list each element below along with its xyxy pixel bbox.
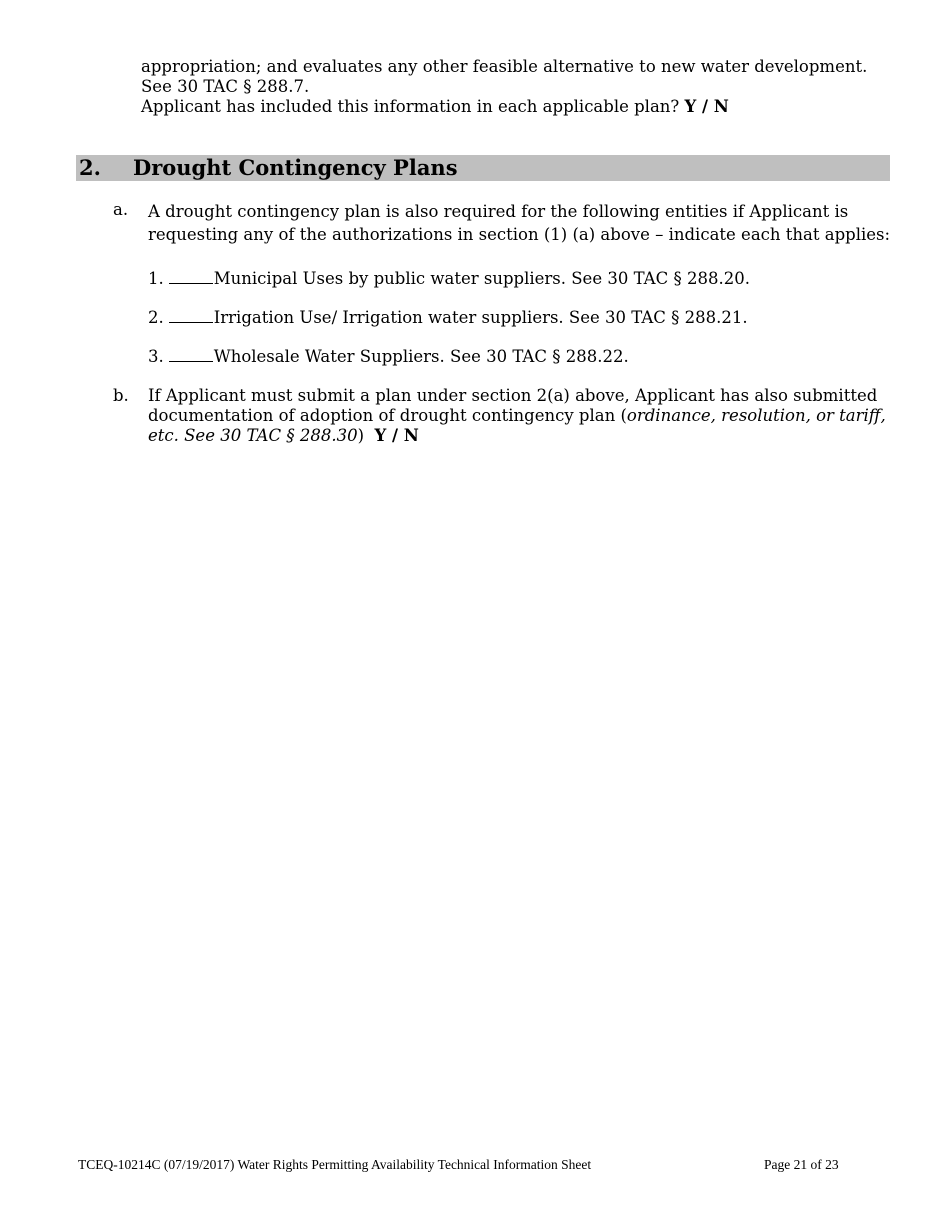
footer-page-number: Page 21 of 23 (764, 1157, 839, 1172)
item-b-line-2-plain: documentation of adoption of drought contingency plan ( (148, 406, 627, 425)
carryover-line-2: See 30 TAC § 288.7. (141, 77, 310, 96)
footer-form-id: TCEQ-10214C (07/19/2017) Water Rights Permitting Availability Technical Information Sheet (78, 1157, 592, 1172)
section-title: Drought Contingency Plans (133, 155, 458, 180)
item-b-line-2 (148, 406, 893, 426)
carryover-question: Applicant has included this information in each applicable plan? (141, 97, 680, 116)
option-number: 2. (148, 308, 164, 327)
carryover-line-3 (141, 97, 881, 117)
option-label: Wholesale Water Suppliers. See 30 TAC § 288.22. (213, 347, 629, 366)
option-row (148, 268, 750, 289)
option-label: Municipal Uses by public water suppliers. See 30 TAC § 288.20. (213, 269, 750, 288)
option-row (148, 346, 629, 367)
yes-no-choice[interactable]: Y / N (684, 97, 729, 116)
item-b-text (148, 386, 893, 446)
option-row (148, 307, 748, 328)
item-b-line-3-close: ) (357, 426, 364, 445)
item-b-letter: b. (113, 386, 129, 405)
option-blank-field[interactable] (169, 346, 213, 362)
item-b-line-3 (148, 426, 893, 446)
item-b-line-2-italic: ordinance, resolution, or tariff, (626, 406, 886, 425)
yes-no-choice[interactable]: Y / N (374, 426, 419, 445)
carryover-line-1: appropriation; and evaluates any other feasible alternative to new water development. (141, 57, 868, 76)
item-a-text: A drought contingency plan is also required for the following entities if Applicant is requesting any of the authorizations in section (1) (a) above – indicate each that applies: (148, 202, 891, 244)
option-label: Irrigation Use/ Irrigation water suppliers. See 30 TAC § 288.21. (213, 308, 748, 327)
section-heading (76, 155, 890, 181)
option-number: 1. (148, 269, 164, 288)
option-number: 3. (148, 347, 164, 366)
item-a-letter: a. (113, 200, 129, 219)
option-blank-field[interactable] (169, 307, 213, 323)
carryover-paragraph (141, 57, 881, 117)
section-number: 2. (79, 155, 101, 180)
item-b-line-3-italic: etc. See 30 TAC § 288.30 (148, 426, 358, 445)
option-blank-field[interactable] (169, 268, 213, 284)
item-b-line-1: If Applicant must submit a plan under section 2(a) above, Applicant has also submitted (148, 386, 878, 405)
